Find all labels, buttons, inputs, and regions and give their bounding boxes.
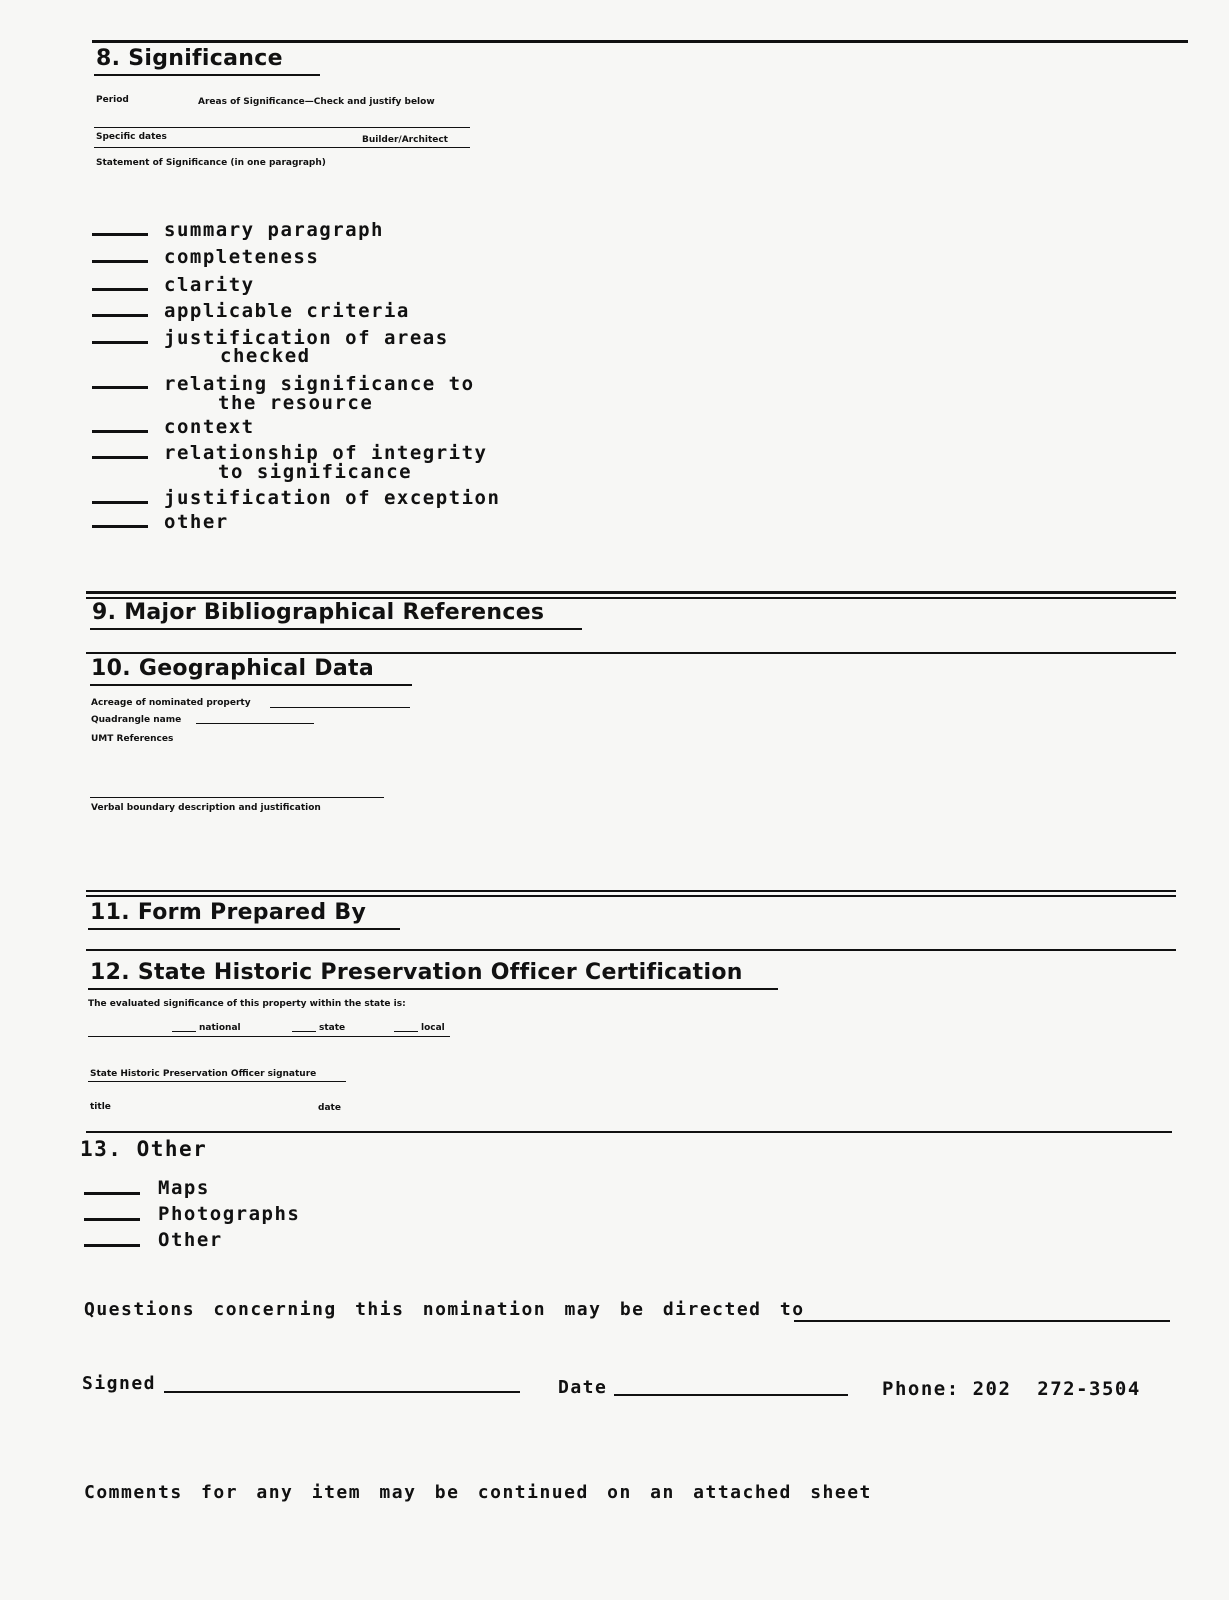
section-12-heading: 12. State Historic Preservation Officer Certification: [90, 960, 743, 985]
local-label: local: [421, 1023, 445, 1033]
verbal-boundary-label: Verbal boundary description and justification: [91, 803, 321, 813]
checklist-item: relating significance to: [164, 373, 475, 395]
phone-text: Phone: 202 272-3504: [882, 1378, 1141, 1400]
national-blank[interactable]: [172, 1031, 196, 1032]
checklist-blank[interactable]: [92, 288, 148, 291]
checklist-item-continuation: checked: [220, 345, 311, 367]
checklist-item-continuation: the resource: [218, 392, 374, 414]
section-11-top-rule-2: [86, 895, 1176, 897]
signed-field[interactable]: [164, 1391, 520, 1393]
section-12-top-rule: [86, 949, 1176, 951]
state-blank[interactable]: [292, 1031, 316, 1032]
section-9-top-rule-2: [86, 597, 1176, 599]
section-13-heading: 13. Other: [80, 1137, 208, 1161]
period-label: Period: [96, 95, 129, 105]
section-10-top-rule: [86, 652, 1176, 654]
section-9-top-rule: [86, 591, 1176, 594]
checklist-blank[interactable]: [92, 501, 148, 504]
checklist-blank[interactable]: [92, 525, 148, 528]
questions-text: Questions concerning this nomination may be directed to: [84, 1299, 805, 1320]
other-blank[interactable]: [84, 1192, 140, 1195]
checklist-blank[interactable]: [92, 456, 148, 459]
questions-field[interactable]: [794, 1320, 1170, 1322]
other-item: Other: [158, 1229, 223, 1251]
dates-underline: [94, 147, 470, 148]
checklist-item: justification of exception: [164, 487, 501, 509]
builder-architect-label: Builder/Architect: [362, 135, 448, 145]
specific-dates-label: Specific dates: [96, 132, 167, 142]
areas-of-significance-label: Areas of Significance—Check and justify below: [198, 97, 435, 107]
title-label: title: [90, 1102, 111, 1112]
shpo-signature-underline: [88, 1081, 346, 1082]
shpo-signature-label: State Historic Preservation Officer signature: [90, 1069, 317, 1079]
checklist-blank[interactable]: [92, 341, 148, 344]
statement-of-significance-label: Statement of Significance (in one paragraph): [96, 158, 326, 168]
local-blank[interactable]: [394, 1031, 418, 1032]
date-label: date: [318, 1103, 341, 1113]
section-9-heading: 9. Major Bibliographical References: [92, 600, 545, 625]
comments-note: Comments for any item may be continued on an attached sheet: [84, 1482, 872, 1503]
checklist-item: summary paragraph: [164, 219, 384, 241]
section-12-heading-underline: [88, 988, 778, 990]
significance-level-underline: [88, 1036, 450, 1037]
section-9-heading-underline: [90, 628, 582, 630]
checklist-item: context: [164, 416, 255, 438]
state-label: state: [319, 1023, 346, 1033]
section-11-top-rule: [86, 890, 1176, 892]
period-underline: [94, 127, 470, 128]
section-13-top-rule: [86, 1131, 1172, 1133]
date-footer-label: Date: [558, 1377, 608, 1398]
checklist-item: relationship of integrity: [164, 442, 488, 464]
checklist-item-continuation: to significance: [218, 461, 413, 483]
checklist-item: other: [164, 511, 229, 533]
checklist-item: applicable criteria: [164, 300, 410, 322]
section-8-heading: 8. Significance: [96, 46, 283, 71]
checklist-item: justification of areas: [164, 327, 449, 349]
national-label: national: [199, 1023, 241, 1033]
checklist-blank[interactable]: [92, 386, 148, 389]
section-8-top-rule: [92, 40, 1188, 43]
evaluated-significance-label: The evaluated significance of this property within the state is:: [88, 999, 406, 1009]
section-10-heading-underline: [90, 684, 412, 686]
other-blank[interactable]: [84, 1244, 140, 1247]
quadrangle-field[interactable]: [196, 723, 314, 724]
other-item: Photographs: [158, 1203, 301, 1225]
section-8-heading-underline: [94, 74, 320, 76]
acreage-label: Acreage of nominated property: [91, 698, 251, 708]
section-11-heading: 11. Form Prepared By: [90, 900, 367, 925]
other-item: Maps: [158, 1177, 210, 1199]
quadrangle-label: Quadrangle name: [91, 715, 182, 725]
signed-label: Signed: [82, 1373, 157, 1394]
other-blank[interactable]: [84, 1218, 140, 1221]
checklist-blank[interactable]: [92, 314, 148, 317]
utm-references-label: UMT References: [91, 734, 174, 744]
utm-underline: [90, 797, 384, 798]
checklist-blank[interactable]: [92, 260, 148, 263]
checklist-item: clarity: [164, 274, 255, 296]
date-field[interactable]: [614, 1394, 848, 1396]
acreage-field[interactable]: [270, 707, 410, 708]
section-10-heading: 10. Geographical Data: [91, 656, 374, 681]
checklist-item: completeness: [164, 246, 320, 268]
checklist-blank[interactable]: [92, 233, 148, 236]
section-11-heading-underline: [88, 928, 400, 930]
checklist-blank[interactable]: [92, 430, 148, 433]
